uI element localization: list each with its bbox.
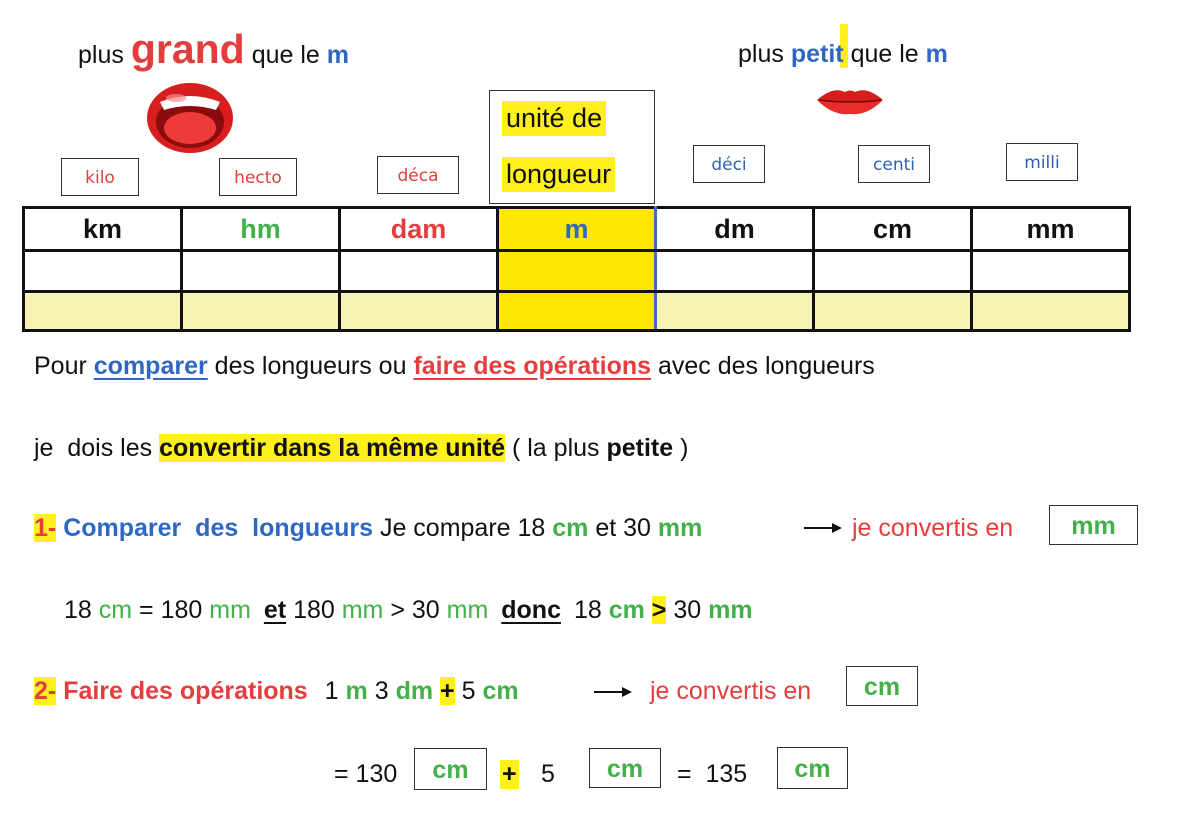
prefix-centi: centi (858, 145, 930, 183)
text: et 30 (595, 514, 651, 542)
closed-lips-icon (815, 84, 885, 116)
greater-than-sign: > (651, 596, 667, 624)
answer-box-3: cm (777, 747, 848, 789)
section-1 (34, 514, 702, 543)
unit-mm: mm (209, 596, 251, 624)
text: 5 (461, 677, 476, 705)
m-text: m (925, 40, 948, 68)
table-cell (814, 292, 972, 331)
unit-line-1: unité de (502, 101, 606, 136)
text: 3 (374, 677, 389, 705)
text: 1 (324, 677, 339, 705)
text: ( la plus (511, 434, 600, 462)
unit-m: m (345, 677, 368, 705)
unit-mm: mm (657, 514, 703, 542)
unit-dm: dm (395, 677, 434, 705)
section-title: Comparer des longueurs (63, 514, 373, 542)
et-text: et (263, 596, 287, 624)
prefix-hecto: hecto (219, 158, 297, 196)
convert-instruction-1: je convertis en (852, 514, 1014, 542)
target-unit-box-mm: mm (1049, 505, 1138, 545)
header-m: m (498, 208, 656, 251)
plus-text: plus (78, 41, 124, 69)
header-mm: mm (972, 208, 1130, 251)
text: je dois les (34, 434, 153, 462)
arrow-right-icon (592, 684, 634, 700)
m-text: m (326, 41, 349, 69)
table-cell (972, 292, 1130, 331)
intro-line-2 (34, 434, 688, 463)
unit-cm: cm (608, 596, 645, 624)
table-row (24, 292, 1130, 331)
text: Pour (34, 352, 87, 380)
prefix-kilo: kilo (61, 158, 139, 196)
prefix-deci: déci (693, 145, 765, 183)
example-1 (64, 596, 753, 625)
target-unit-box-cm: cm (846, 666, 918, 706)
example-2-eq1: = 130 (334, 760, 398, 788)
intro-line-1 (34, 352, 875, 381)
text: 18 (64, 596, 92, 624)
table-cell (972, 251, 1130, 292)
unit-mm: mm (446, 596, 489, 624)
text: 18 (573, 596, 602, 624)
text: > 30 (390, 596, 440, 624)
table-row (24, 251, 1130, 292)
grand-text: grand (130, 26, 245, 72)
header-dm: dm (656, 208, 814, 251)
answer-box-1: cm (414, 748, 487, 790)
prefix-deca: déca (377, 156, 459, 194)
donc-text: donc (501, 596, 561, 624)
example-2-five: 5 (541, 760, 555, 788)
table-cell (340, 251, 498, 292)
header-dam: dam (340, 208, 498, 251)
heading-plus-grand (78, 26, 349, 73)
convert-instruction-2: je convertis en (650, 677, 812, 705)
text: 30 (673, 596, 702, 624)
text: des longueurs ou (214, 352, 407, 380)
table-cell (24, 292, 182, 331)
unit-of-length-box (489, 90, 655, 204)
faire-ops-text: faire des opérations (413, 352, 652, 380)
section-2 (34, 677, 519, 706)
section-title: Faire des opérations (63, 677, 308, 705)
table-cell (340, 292, 498, 331)
text: = 180 (139, 596, 203, 624)
plus-sign: + (440, 677, 455, 705)
table-cell (182, 251, 340, 292)
unit-cm: cm (98, 596, 133, 624)
text: ) (680, 434, 689, 462)
convertir-text: convertir dans la même unité (159, 434, 506, 462)
unit-mm: mm (708, 596, 753, 624)
table-cell (498, 251, 656, 292)
table-cell (656, 292, 814, 331)
table-cell (182, 292, 340, 331)
header-hm: hm (182, 208, 340, 251)
que-le-text: que le (251, 41, 320, 69)
arrow-right-icon (802, 520, 844, 536)
header-km: km (24, 208, 182, 251)
answer-box-2: cm (589, 748, 661, 788)
section-number: 2- (34, 677, 57, 705)
heading-plus-petit (738, 40, 948, 69)
section-number: 1- (34, 514, 57, 542)
unit-cm: cm (552, 514, 589, 542)
comparer-text: comparer (93, 352, 208, 380)
petit-text: petit (790, 40, 844, 68)
table-cell (814, 251, 972, 292)
unit-mm: mm (341, 596, 384, 624)
plus-text: plus (738, 40, 784, 68)
table-cell (24, 251, 182, 292)
que-le-text: que le (850, 40, 919, 68)
open-mouth-icon (146, 82, 234, 154)
petite-text: petite (606, 434, 674, 462)
unit-line-2: longueur (502, 157, 615, 192)
plus-sign: + (502, 760, 517, 788)
text: Je compare 18 (379, 514, 546, 542)
unit-cm: cm (482, 677, 519, 705)
conversion-table (22, 206, 1131, 332)
table-header-row (24, 208, 1130, 251)
table-cell (656, 251, 814, 292)
prefix-milli: milli (1006, 143, 1078, 181)
example-2-eq2: = 135 (677, 760, 748, 788)
text: 180 (293, 596, 335, 624)
text: avec des longueurs (657, 352, 875, 380)
header-cm: cm (814, 208, 972, 251)
table-cell (498, 292, 656, 331)
